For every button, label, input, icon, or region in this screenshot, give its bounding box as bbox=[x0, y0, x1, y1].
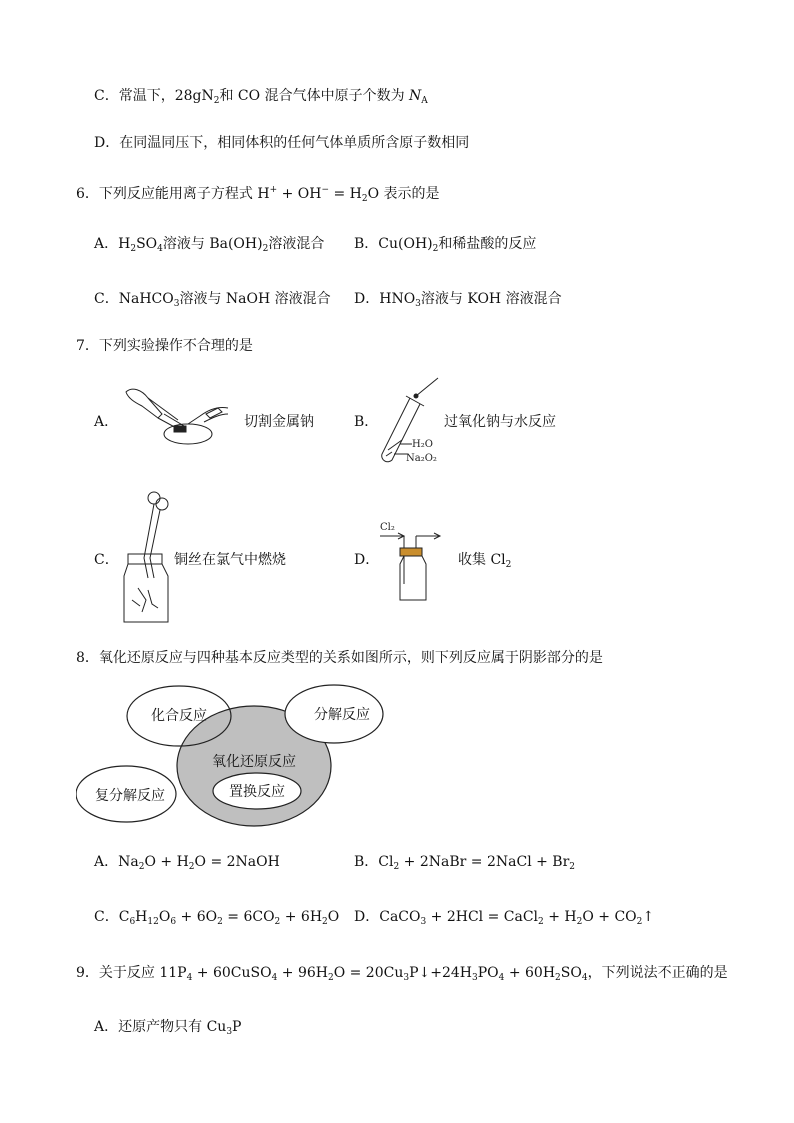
formula-text: C bbox=[118, 909, 130, 925]
stem-text: O 表示的是 bbox=[367, 186, 440, 202]
q7-option-a-label: A． bbox=[94, 414, 119, 430]
avogadro-symbol: N bbox=[409, 88, 422, 104]
stem-text: + 60H bbox=[504, 965, 556, 981]
subscript: 6 bbox=[129, 917, 136, 927]
subscript: 3 bbox=[415, 299, 421, 309]
gas-arrow-icon: ↑ bbox=[642, 909, 655, 925]
q6-option-b bbox=[354, 234, 536, 259]
subscript: 2 bbox=[188, 862, 195, 872]
subscript: 2 bbox=[555, 973, 561, 983]
option-label: A． bbox=[94, 1019, 119, 1035]
formula-text: O bbox=[327, 909, 340, 925]
formula-text: = 6CO bbox=[222, 909, 275, 925]
q7-option-c-caption: 铜丝在氯气中燃烧 bbox=[174, 552, 286, 568]
stem-text: + 60CuSO bbox=[192, 965, 272, 981]
option-label: C． bbox=[94, 88, 119, 104]
q7-option-d-caption bbox=[458, 550, 511, 575]
formula-text: O bbox=[158, 909, 171, 925]
q8-option-c bbox=[94, 907, 339, 932]
option-text: 和 CO 混合气体中原子个数为 bbox=[219, 88, 410, 104]
option-text: 溶液与 NaOH 溶液混合 bbox=[179, 291, 331, 307]
formula-text: Cl bbox=[378, 854, 394, 870]
subscript: 2 bbox=[432, 244, 439, 254]
option-text: HNO bbox=[379, 291, 416, 307]
subscript: 12 bbox=[147, 917, 159, 927]
superscript: + bbox=[269, 185, 278, 195]
q7-stem: 7．下列实验操作不合理的是 bbox=[76, 338, 253, 354]
test-tube-illustration bbox=[372, 376, 444, 470]
subscript: 2 bbox=[130, 244, 137, 254]
subscript: 4 bbox=[186, 973, 193, 983]
stem-text: + 96H bbox=[277, 965, 328, 981]
q6-option-a bbox=[94, 234, 324, 259]
subscript: 2 bbox=[138, 862, 145, 872]
superscript: − bbox=[321, 185, 329, 195]
stem-text: + OH bbox=[277, 186, 322, 202]
subscript: 2 bbox=[569, 862, 576, 872]
gas-collection-bottle bbox=[376, 518, 460, 602]
peroxide-label: Na₂O₂ bbox=[406, 453, 437, 464]
subscript: 3 bbox=[226, 1027, 233, 1037]
option-label: D． bbox=[354, 909, 380, 925]
option-text: 和稀盐酸的反应 bbox=[438, 236, 537, 252]
formula-text: + 6O bbox=[176, 909, 218, 925]
option-text: Cu(OH) bbox=[378, 236, 433, 252]
subscript: 3 bbox=[403, 973, 410, 983]
subscript: 2 bbox=[322, 917, 328, 927]
formula-text: H bbox=[135, 909, 148, 925]
option-text: 还原产物只有 Cu bbox=[118, 1019, 227, 1035]
q5-option-c bbox=[94, 86, 428, 111]
q6-option-d bbox=[354, 289, 562, 314]
option-label: C． bbox=[94, 291, 119, 307]
option-label: D． bbox=[94, 135, 120, 151]
stem-text: P↓+24H bbox=[409, 965, 472, 981]
subscript: 3 bbox=[472, 973, 478, 983]
reaction-types-venn-diagram bbox=[76, 684, 396, 830]
q7-option-d-label: D． bbox=[354, 552, 380, 568]
stem-text: SO bbox=[560, 965, 582, 981]
formula-text: + H bbox=[543, 909, 577, 925]
subscript: 2 bbox=[213, 96, 220, 106]
option-label: C． bbox=[94, 909, 119, 925]
stem-text: PO bbox=[477, 965, 499, 981]
q8-stem: 8．氧化还原反应与四种基本反应类型的关系如图所示，则下列反应属于阴影部分的是 bbox=[76, 650, 603, 666]
cutting-sodium-illustration bbox=[118, 384, 240, 456]
option-text: 溶液与 KOH 溶液混合 bbox=[420, 291, 562, 307]
chlorine-label: Cl₂ bbox=[380, 522, 395, 533]
subscript: 4 bbox=[498, 973, 505, 983]
subscript: 6 bbox=[170, 917, 177, 927]
formula-text: + 2HCl = CaCl bbox=[426, 909, 539, 925]
option-label: B． bbox=[354, 236, 379, 252]
option-label: D． bbox=[354, 291, 380, 307]
subscript: 2 bbox=[274, 917, 281, 927]
q7-option-c-label: C． bbox=[94, 552, 119, 568]
subscript: 2 bbox=[636, 917, 643, 927]
stem-text: = H bbox=[329, 186, 362, 202]
q9-stem bbox=[76, 963, 728, 988]
option-label: B． bbox=[354, 854, 379, 870]
subscript: 2 bbox=[217, 917, 223, 927]
subscript: 3 bbox=[173, 299, 180, 309]
subscript: 4 bbox=[271, 973, 278, 983]
stem-text: 9．关于反应 11P bbox=[76, 965, 187, 981]
option-text: 常温下，28gN bbox=[118, 88, 214, 104]
option-text: 溶液与 Ba(OH) bbox=[162, 236, 263, 252]
subscript: 2 bbox=[327, 973, 334, 983]
subscript: A bbox=[421, 96, 428, 106]
option-text: 溶液混合 bbox=[268, 236, 325, 252]
formula-text: + 2NaBr = 2NaCl + Br bbox=[399, 854, 570, 870]
stem-text: ，下列说法不正确的是 bbox=[587, 965, 728, 981]
copper-burning-illustration bbox=[118, 488, 174, 628]
option-text: 在同温同压下，相同体积的任何气体单质所含原子数相同 bbox=[119, 135, 470, 151]
q7-option-b-label: B． bbox=[354, 414, 379, 430]
option-text: H bbox=[118, 236, 131, 252]
formula-text: O + CO bbox=[582, 909, 637, 925]
replacement-label: 置换反应 bbox=[229, 784, 285, 800]
redox-label: 氧化还原反应 bbox=[212, 754, 296, 770]
q9-option-a bbox=[94, 1017, 241, 1042]
subscript: 2 bbox=[361, 194, 368, 204]
option-label: A． bbox=[94, 854, 119, 870]
double-decomposition-label: 复分解反应 bbox=[95, 788, 165, 804]
combination-label: 化合反应 bbox=[151, 708, 207, 724]
q7-option-b-caption: 过氧化钠与水反应 bbox=[444, 414, 556, 430]
q6-option-c bbox=[94, 289, 331, 314]
stem-text: O = 20Cu bbox=[333, 965, 404, 981]
caption-text: 收集 Cl bbox=[458, 552, 506, 568]
subscript: 2 bbox=[393, 862, 400, 872]
option-label: A． bbox=[94, 236, 119, 252]
q5-option-d bbox=[94, 133, 469, 153]
option-text: SO bbox=[136, 236, 158, 252]
subscript: 3 bbox=[420, 917, 427, 927]
subscript: 2 bbox=[576, 917, 583, 927]
option-text: P bbox=[232, 1019, 242, 1035]
formula-text: CaCO bbox=[379, 909, 421, 925]
subscript: 2 bbox=[262, 244, 269, 254]
q8-option-b bbox=[354, 852, 575, 877]
option-text: NaHCO bbox=[118, 291, 174, 307]
formula-text: Na bbox=[118, 854, 139, 870]
q7-option-a-caption: 切割金属钠 bbox=[244, 414, 314, 430]
q6-stem bbox=[76, 180, 440, 209]
subscript: 2 bbox=[538, 917, 544, 927]
formula-text: + 6H bbox=[280, 909, 323, 925]
water-label: H₂O bbox=[412, 439, 433, 450]
formula-text: O = 2NaOH bbox=[194, 854, 280, 870]
q8-option-a bbox=[94, 852, 280, 877]
subscript: 4 bbox=[581, 973, 588, 983]
q8-option-d bbox=[354, 907, 654, 932]
subscript: 4 bbox=[157, 244, 163, 254]
formula-text: O + H bbox=[144, 854, 189, 870]
decomposition-label: 分解反应 bbox=[314, 707, 370, 723]
stem-text: 6．下列反应能用离子方程式 H bbox=[76, 186, 270, 202]
subscript: 2 bbox=[505, 560, 512, 570]
